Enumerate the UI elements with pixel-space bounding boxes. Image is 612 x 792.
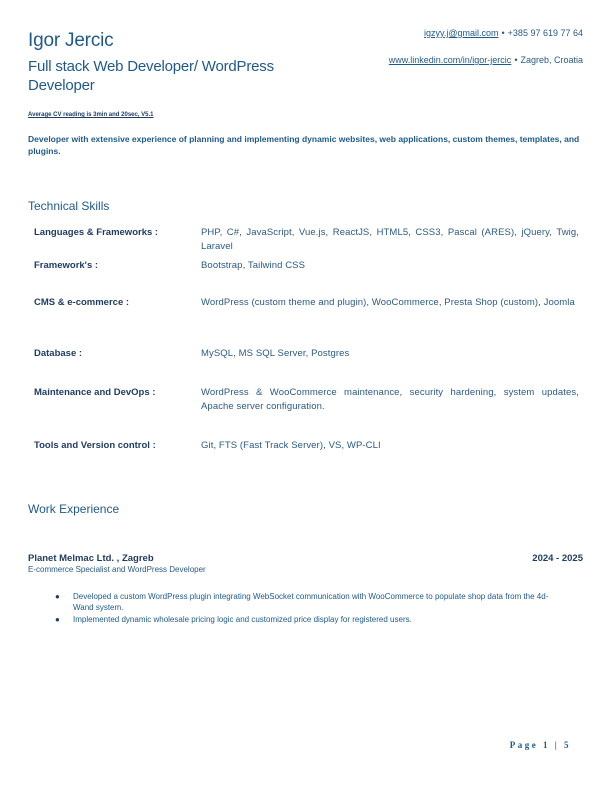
company-name: Planet Melmac Ltd. , Zagreb	[28, 553, 154, 564]
technical-skills-heading: Technical Skills	[28, 199, 110, 213]
skill-row-devops	[34, 386, 579, 413]
phone-number: +385 97 619 77 64	[507, 28, 583, 38]
skill-value: WordPress & WooCommerce maintenance, security hardening, system updates, Apache server configuration.	[201, 387, 579, 412]
reading-time-note[interactable]: Average CV reading is 3min and 20sec, V5.1	[28, 112, 154, 118]
contact-row-1	[389, 28, 583, 39]
skill-row-cms	[34, 296, 579, 310]
skill-label: Database :	[34, 348, 83, 359]
bullet-text: Developed a custom WordPress plugin integrating WebSocket communication with WooCommerce to populate shop data from the 4d-Wand system.	[73, 592, 549, 612]
linkedin-link[interactable]: www.linkedin.com/in/igor-jercic	[388, 55, 512, 65]
job-header	[28, 553, 583, 565]
candidate-title: Full stack Web Developer/ WordPress Developer	[28, 58, 274, 94]
contact-row-2	[389, 55, 583, 66]
email-link[interactable]: igzyy.j@gmail.com	[424, 28, 499, 38]
skill-row-database	[34, 347, 579, 361]
skill-row-tools	[34, 439, 579, 453]
skill-row-languages	[34, 226, 579, 253]
skill-value: MySQL, MS SQL Server, Postgres	[201, 348, 350, 359]
skill-label: Tools and Version control :	[34, 440, 156, 451]
contact-block	[389, 28, 583, 82]
bullet-separator: •	[514, 55, 518, 65]
bullet-separator: •	[501, 28, 505, 38]
job-role: E-commerce Specialist and WordPress Developer	[28, 565, 206, 574]
skill-label: Maintenance and DevOps :	[34, 387, 156, 398]
work-experience-heading: Work Experience	[28, 502, 120, 516]
skill-value: WordPress (custom theme and plugin), WooCommerce, Presta Shop (custom), Joomla	[201, 297, 575, 308]
skill-label: Framework's :	[34, 260, 99, 271]
bullet-icon: ●	[55, 592, 60, 601]
skill-value: Bootstrap, Tailwind CSS	[201, 260, 306, 271]
skill-label: Languages & Frameworks :	[34, 227, 159, 238]
bullet-icon: ●	[55, 615, 60, 624]
candidate-name: Igor Jercic	[28, 30, 114, 51]
skill-value: PHP, C#, JavaScript, Vue.js, ReactJS, HTML5, CSS3, Pascal (ARES), jQuery, Twig, Laravel	[201, 227, 579, 252]
location: Zagreb, Croatia	[520, 55, 583, 65]
list-item	[55, 592, 565, 613]
skill-value: Git, FTS (Fast Track Server), VS, WP-CLI	[201, 440, 381, 451]
list-item	[55, 615, 565, 626]
page-number: Page 1 | 5	[509, 740, 571, 750]
professional-summary: Developer with extensive experience of planning and implementing dynamic websites, web applications, custom themes, templates, and plugins.	[28, 134, 580, 156]
job-entry	[28, 553, 583, 575]
job-dates: 2024 - 2025	[532, 553, 583, 564]
job-bullet-list	[55, 592, 565, 628]
skill-label: CMS & e-commerce :	[34, 297, 130, 308]
skill-row-frameworks	[34, 259, 579, 273]
bullet-text: Implemented dynamic wholesale pricing logic and customized price display for registered users.	[73, 615, 412, 624]
